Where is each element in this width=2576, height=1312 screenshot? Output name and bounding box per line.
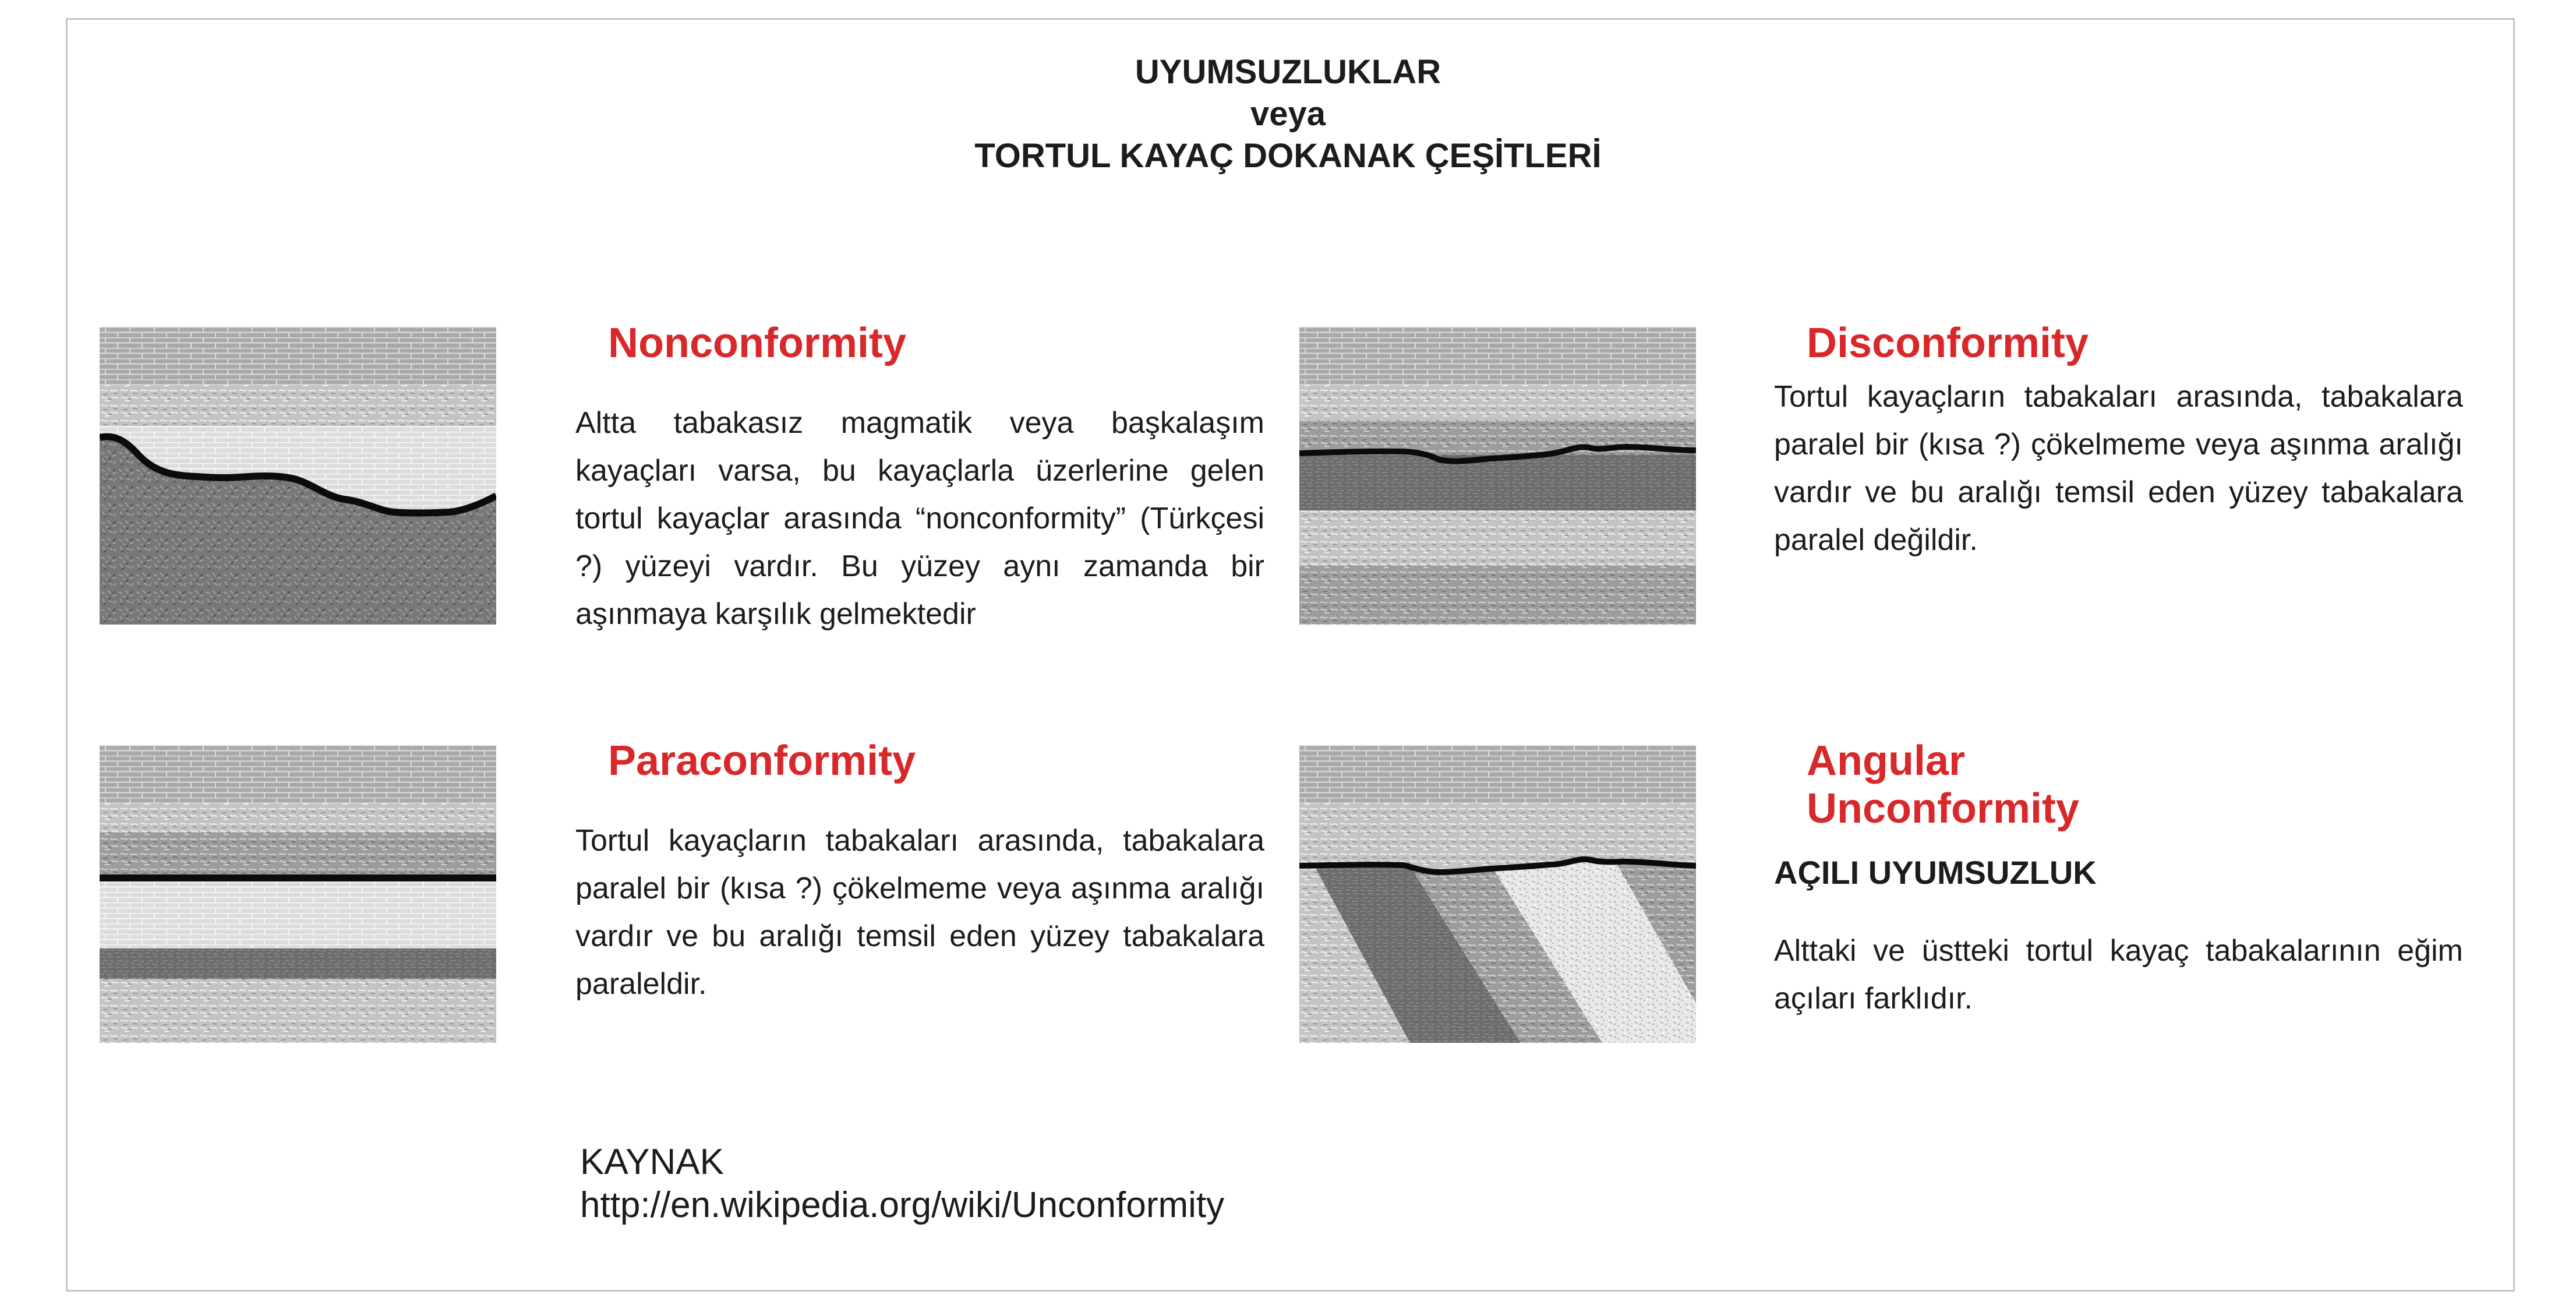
source-label: KAYNAK xyxy=(580,1142,724,1182)
angular-unconformity-heading-line-1: Angular xyxy=(1807,738,1966,784)
angular-unconformity-subheading: AÇILI UYUMSUZLUK xyxy=(1774,854,2097,891)
nonconformity-description: Altta tabakasız magmatik veya başkalaşım kayaçları varsa, bu kayaçlarla üzerlerine gelen tortul kayaçlar arasında “nonconformity” (Türkçesi ?) yüzeyi vardır. Bu yüzey aynı zamanda bir aşınmaya karşılık gelmektedir xyxy=(575,406,1264,631)
disconformity-heading: Disconformity xyxy=(1807,320,2089,366)
paraconformity-description: Tortul kayaçların tabakaları arasında, tabakalara paralel bir (kısa ?) çökelmeme veya aşınma aralığı vardır ve bu aralığı temsil eden yüzey tabakalara paraleldir. xyxy=(575,824,1264,1001)
title-line-1: UYUMSUZLUKLAR xyxy=(1135,53,1441,91)
nonconformity-heading: Nonconformity xyxy=(608,320,906,366)
brick-layer-top xyxy=(100,745,496,803)
angular-unconformity-heading-line-2: Unconformity xyxy=(1807,785,2079,832)
patterned-layer xyxy=(100,385,496,426)
bottom-layer xyxy=(1299,566,1696,625)
brick-layer-top xyxy=(100,327,496,385)
disconformity-description: Tortul kayaçların tabakaları arasında, tabakalara paralel bir (kısa ?) çökelmeme veya aşınma aralığı vardır ve bu aralığı temsil eden yüzey tabakalara paralel değildir. xyxy=(1774,380,2463,557)
light-brick-layer xyxy=(100,876,496,948)
bottom-layer xyxy=(100,979,496,1043)
light-patterned-layer xyxy=(100,803,496,833)
mid-patterned-layer xyxy=(100,833,496,876)
paraconformity-diagram xyxy=(100,745,496,1043)
nonconformity-diagram xyxy=(100,327,496,625)
angular-unconformity-diagram xyxy=(1299,745,1696,1043)
title-line-3: TORTUL KAYAÇ DOKANAK ÇEŞİTLERİ xyxy=(974,137,1602,175)
title-line-2: veya xyxy=(1250,95,1326,133)
paraconformity-heading: Paraconformity xyxy=(608,738,916,784)
lower-patterned-layer xyxy=(1299,510,1696,566)
source-link[interactable]: http://en.wikipedia.org/wiki/Unconformity xyxy=(580,1185,1225,1225)
brick-layer-top xyxy=(1299,745,1696,803)
dark-layer xyxy=(100,948,496,979)
angular-unconformity-description: Alttaki ve üstteki tortul kayaç tabakalarının eğim açıları farklıdır. xyxy=(1774,934,2463,1015)
dark-layer xyxy=(1299,455,1696,510)
figure-frame xyxy=(66,18,2515,1292)
brick-layer-top xyxy=(1299,327,1696,385)
disconformity-diagram xyxy=(1299,327,1696,625)
light-patterned-layer xyxy=(1299,385,1696,420)
